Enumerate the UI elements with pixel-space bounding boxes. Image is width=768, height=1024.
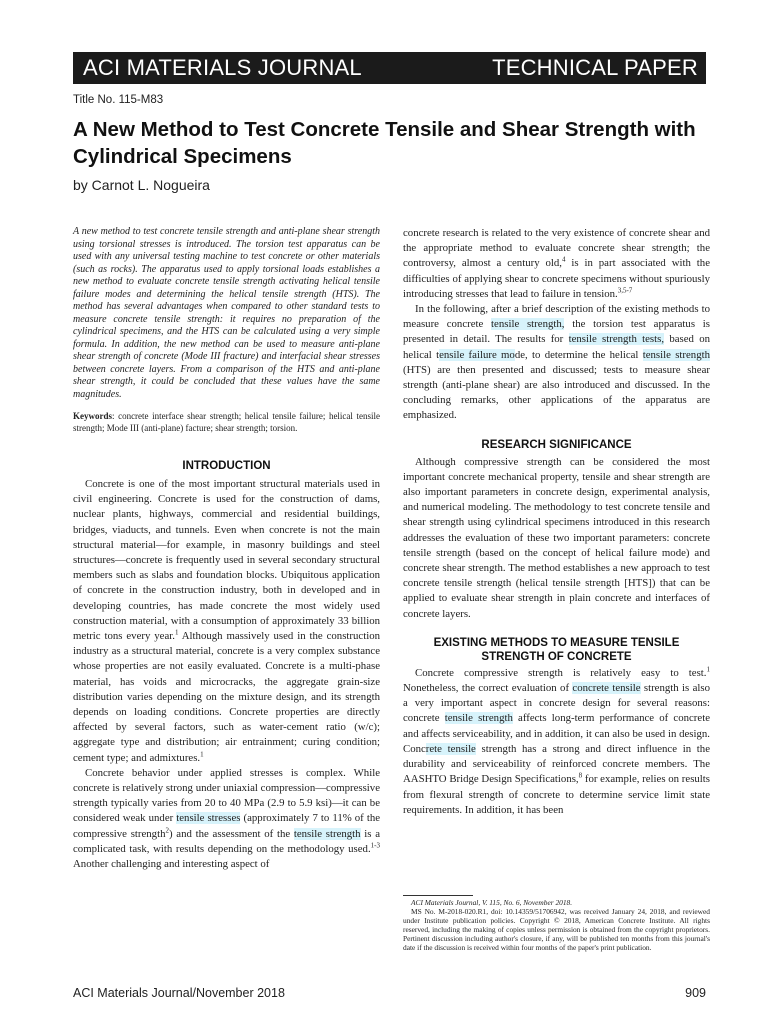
left-column <box>73 226 380 872</box>
right-paragraph-1: In the following, after a brief description of the existing methods to measure concrete tensile strength, the torsion test apparatus is presented in detail. The results for tensile strength tests, based on helical tensile failure mode, to determine the helical tensile strength (HTS) are then presented and discussed; tests to measure shear strength (anti-plane shear) are also introduced and discussed. In the concluding remarks, other applications of the apparatus are emphasized. <box>403 303 710 422</box>
right-intro-body <box>403 226 710 424</box>
highlight: tensile stresses <box>176 812 241 825</box>
highlight: rete tensile <box>425 742 476 755</box>
footnote <box>403 898 710 952</box>
research-significance-heading: RESEARCH SIGNIFICANCE <box>481 438 632 451</box>
research-significance-paragraph: Although compressive strength can be considered the most important concrete mechanical property, tensile and shear strength are also important parameters in concrete design, experimental analysis, and numerical modeling. The methodology to test concrete tensile and shear strength using cylindrical specimens introduced in this research addresses the evaluation of these two important parameters: concrete tensile strength (based on the concept of helical failure mode) and concrete shear strength. The method establishes a new approach to test concrete tensile strength (helical tensile strength [HTS]) that can be applied to evaluate shear strength in plain concrete and interfaces of concrete layers. <box>403 455 710 620</box>
author-line: by Carnot L. Nogueira <box>73 177 210 193</box>
journal-header-bar <box>73 52 706 84</box>
intro-paragraph-2: Concrete behavior under applied stresses is complex. While concrete is relatively strong under uniaxial compression—compressive strength typically varies from 20 to 40 MPa (2.9 to 5.9 ksi)—it can be considered weak under tensile stresses (approximately 7 to 11% of the compressive strength$^2$) and the assessment of the tensile strength is a complicated task, with results depending on the methodology used.$^{1-3}$ Another challenging and interesting aspect of <box>73 766 381 871</box>
right-column <box>403 226 710 818</box>
introduction-heading: INTRODUCTION <box>182 460 271 472</box>
highlight: concrete tensile <box>572 682 641 695</box>
footnote-details: MS No. M-2018-020.R1, doi: 10.14359/51706942, was received January 24, 2018, and reviewed under Institute publication policies. Copyright © 2018, American Concrete Institute. All rights reserved, including the making of copies unless permission is obtained from the copyright proprietors. Pertinent discussion including author's closure, if any, will be published ten months from this journal's date if the discussion is received within four months of the paper's print publication. <box>403 907 710 952</box>
keywords <box>73 411 380 434</box>
existing-methods-body <box>403 666 710 818</box>
research-significance-body <box>403 455 710 622</box>
abstract: A new method to test concrete tensile strength and anti-plane shear strength using torsional stresses is introduced. The torsion test apparatus can be used with any universal testing machine to test concrete or other materials (such as rocks). The apparatus used to apply torsional loads establishes a new method to evaluate concrete tensile strength activating helical tensile failure modes and determining the helical tensile strength (HTS). The method has several advantages when compared to other standard tests to measure concrete tensile strength: it requires no preparation of the cylindrical specimens, and the HTS can be calculated using a very simple formula. In addition, the new method can be used to measure anti-plane shear strength of concrete (Mode III fracture) and interfacial shear stresses between concrete layers. From a comparison of the HTS and anti-plane shear strength, it could be concluded that these values have the same magnitudes. <box>73 226 380 400</box>
footnote-divider <box>403 895 473 896</box>
journal-name: ACI MATERIALS JOURNAL <box>83 55 362 80</box>
introduction-body <box>73 477 380 872</box>
highlight: ensile failure mo <box>439 348 515 361</box>
highlight: tensile strength tests, <box>568 333 665 346</box>
paper-type: TECHNICAL PAPER <box>492 55 698 80</box>
paper-title: A New Method to Test Concrete Tensile and Shear Strength with Cylindrical Specimens <box>73 118 696 168</box>
title-number: Title No. 115-M83 <box>73 94 164 106</box>
keywords-text: : concrete interface shear strength; helical tensile failure; helical tensile strength; Mode III (anti-plane) facture; shear strength; torsion. <box>73 411 380 433</box>
existing-methods-heading: EXISTING METHODS TO MEASURE TENSILE STRENGTH OF CONCRETE <box>433 636 680 663</box>
keywords-label: Keywords <box>73 411 112 421</box>
highlight: tensile strength, <box>491 318 565 331</box>
highlight: tensile strength <box>642 348 710 361</box>
existing-methods-paragraph: Concrete compressive strength is relatively easy to test.$^1$ Nonetheless, the correct evaluation of concrete tensile strength is also a very important aspect in concrete design for several reasons: concrete tensile strength affects long-term performance of concrete and affects serviceability, and in addition, it can also be used in design. Concrete tensile strength has a strong and direct influence in the durability and serviceability of reinforced concrete members. The AASHTO Bridge Design Specifications,$^8$ for example, relies on results from flexural strength of concrete to determine service limit state requirements. In addition, it has been <box>403 665 710 816</box>
intro-paragraph-1: Concrete is one of the most important structural materials used in civil engineering. Concrete is used for the construction of dams, nuclear plants, highways, commercial and residential buildings, bridges, viaducts, and tunnels. Even when concrete is not the main structural material—for example, in masonry buildings and steel structures—concrete is frequently used in several secondary structural members such as slabs and foundation blocks. Ubiquitous application of concrete in the construction industry, both in developed and in developing countries, has made concrete the most widely used construction material, with a consumption of approximately 33 billion metric tons every year.$^1$ Although massively used in the construction industry as a structural material, concrete is a very complex substance whose properties are not easily evaluated. Concrete is a multi-phase material, has voids and microcracks, the aggregate grain-size distribution varies depending on the mixture design, and its strength depends on loading conditions. Concrete properties are directly affected by several factors, such as water-cement ratio (w/c); aggregate type and distribution; air entrainment; curing condition; cement type; and admixtures.$^1$ <box>73 478 380 764</box>
footer-journal: ACI Materials Journal/November 2018 <box>73 986 285 1000</box>
footnote-journal: ACI Materials Journal, V. 115, No. 6, November 2018. <box>411 898 573 907</box>
highlight: tensile strength <box>293 827 361 840</box>
highlight: tensile strength <box>444 712 513 725</box>
right-paragraph-0: concrete research is related to the very existence of concrete shear and the appropriate method to evaluate concrete shear strength; the controversy, almost a century old,$^4$ is in part associated with the difficulties of applying shear to concrete specimens without spuriously introducing stresses that lead to failure in tension.$^{3,5-7}$ <box>403 227 710 300</box>
page-number: 909 <box>685 986 706 1000</box>
